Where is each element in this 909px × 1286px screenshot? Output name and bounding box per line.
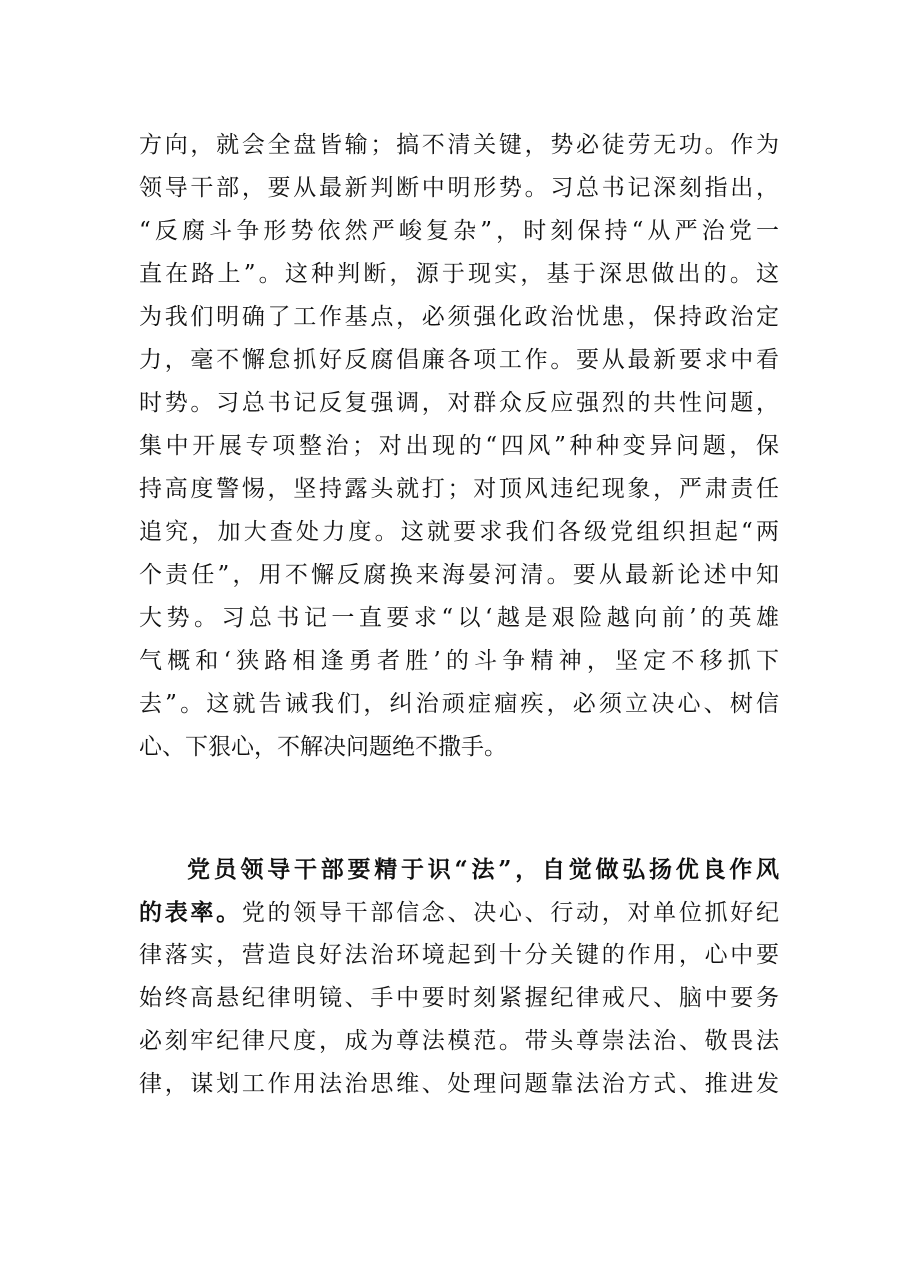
paragraph-line: 直在路上”。这种判断，源于现实，基于深思做出的。这 xyxy=(139,261,779,287)
paragraph-line: 必刻牢纪律尺度，成为尊法模范。带头尊崇法治、敬畏法 xyxy=(139,1028,779,1054)
paragraph-line: 去”。这就告诫我们，纠治顽症痼疾，必须立决心、树信 xyxy=(139,691,779,717)
paragraph-line: 始终高悬纪律明镜、手中要时刻紧握纪律戒尺、脑中要务 xyxy=(139,985,779,1011)
paragraph-line: 律落实，营造良好法治环境起到十分关键的作用，心中要 xyxy=(139,942,779,968)
paragraph-line: 大势。习总书记一直要求“以‘越是艰险越向前’的英雄 xyxy=(139,605,779,631)
paragraph-line: 持高度警惕，坚持露头就打；对顶风违纪现象，严肃责任 xyxy=(139,476,779,502)
paragraph-line: 方向，就会全盘皆输；搞不清关键，势必徒劳无功。作为 xyxy=(139,132,779,158)
paragraph-line: 追究，加大查处力度。这就要求我们各级党组织担起“两 xyxy=(139,519,779,545)
paragraph-line: 集中开展专项整治；对出现的“四风”种种变异问题，保 xyxy=(139,433,779,459)
paragraph-heading: 党员领导干部要精于识“法”，自觉做弘扬优良作风 xyxy=(187,856,779,883)
paragraph-line: 时势。习总书记反复强调，对群众反应强烈的共性问题， xyxy=(139,390,779,416)
paragraph-line: “反腐斗争形势依然严峻复杂”，时刻保持“从严治党一 xyxy=(139,218,779,244)
paragraph-line xyxy=(139,891,779,934)
paragraph-line: 为我们明确了工作基点，必须强化政治忧患，保持政治定 xyxy=(139,304,779,330)
paragraph-line: 心、下狠心，不解决问题绝不撒手。 xyxy=(139,734,507,760)
paragraph-line: 领导干部，要从最新判断中明形势。习总书记深刻指出， xyxy=(139,175,779,201)
paragraph-heading-end: 的表率。 xyxy=(139,899,242,926)
paragraph-1 xyxy=(139,124,779,769)
paragraph-line: 律，谋划工作用法治思维、处理问题靠法治方式、推进发 xyxy=(139,1071,779,1097)
paragraph-line: 个责任”，用不懈反腐换来海晏河清。要从最新论述中知 xyxy=(139,562,779,588)
paragraph-line: 气概和‘狭路相逢勇者胜’的斗争精神，坚定不移抓下 xyxy=(139,648,779,674)
paragraph-2 xyxy=(139,848,779,1106)
paragraph-line: 力，毫不懈怠抓好反腐倡廉各项工作。要从最新要求中看 xyxy=(139,347,779,373)
paragraph-text: 党的领导干部信念、决心、行动，对单位抓好纪 xyxy=(241,900,780,926)
